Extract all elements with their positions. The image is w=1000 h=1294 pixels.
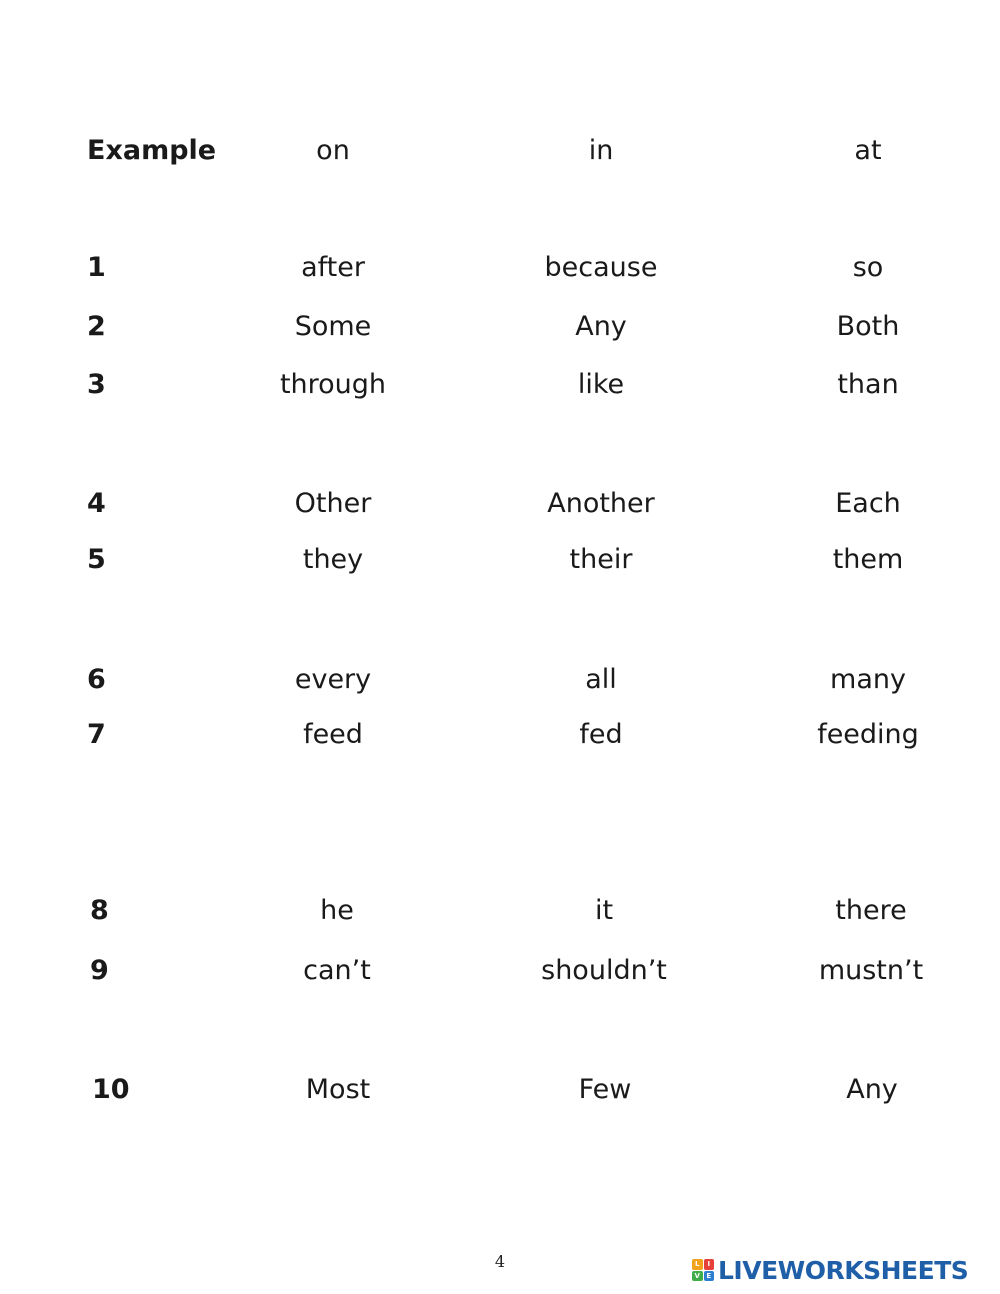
option-3[interactable]: so — [852, 252, 884, 283]
option-3[interactable]: Any — [846, 1074, 898, 1105]
row-label: 5 — [87, 544, 106, 575]
option-1[interactable]: through — [279, 369, 387, 400]
option-2[interactable]: fed — [579, 719, 623, 750]
option-3[interactable]: mustn’t — [818, 955, 924, 986]
option-1[interactable]: on — [316, 135, 350, 166]
option-1[interactable]: can’t — [303, 955, 371, 986]
question-row-10 — [0, 1070, 1000, 1110]
option-1[interactable]: feed — [303, 719, 363, 750]
question-row-9 — [0, 951, 1000, 991]
option-2[interactable]: Few — [578, 1074, 632, 1105]
page-number: 4 — [494, 1252, 506, 1271]
option-2[interactable]: their — [569, 544, 633, 575]
logo-tile: V — [692, 1271, 703, 1282]
row-label: 10 — [92, 1074, 130, 1105]
question-row-6 — [0, 660, 1000, 700]
row-label: 6 — [87, 664, 106, 695]
liveworksheets-logo[interactable] — [692, 1254, 968, 1286]
option-3[interactable]: at — [854, 135, 882, 166]
option-2[interactable]: in — [588, 135, 614, 166]
row-label: 2 — [87, 311, 106, 342]
option-2[interactable]: it — [594, 895, 614, 926]
brand-name: LIVEWORKSHEETS — [718, 1255, 969, 1285]
option-1[interactable]: Other — [294, 488, 372, 519]
question-row-1 — [0, 248, 1000, 288]
question-row-7 — [0, 715, 1000, 755]
logo-tile: E — [704, 1271, 715, 1282]
option-2[interactable]: like — [577, 369, 625, 400]
option-2[interactable]: Any — [575, 311, 627, 342]
liveworksheets-icon — [692, 1259, 714, 1281]
row-label: 8 — [90, 895, 109, 926]
option-2[interactable]: all — [585, 664, 617, 695]
row-label: 4 — [87, 488, 106, 519]
option-3[interactable]: Both — [836, 311, 900, 342]
question-row-5 — [0, 540, 1000, 580]
option-1[interactable]: he — [320, 895, 354, 926]
option-3[interactable]: than — [837, 369, 899, 400]
logo-tile: I — [704, 1259, 715, 1270]
option-1[interactable]: Most — [305, 1074, 371, 1105]
option-3[interactable]: many — [830, 664, 906, 695]
option-3[interactable]: there — [835, 895, 907, 926]
question-row-3 — [0, 365, 1000, 405]
option-1[interactable]: Some — [294, 311, 372, 342]
row-label: 9 — [90, 955, 109, 986]
option-2[interactable]: because — [544, 252, 658, 283]
option-3[interactable]: feeding — [817, 719, 919, 750]
logo-tile: L — [692, 1259, 703, 1270]
question-row-2 — [0, 307, 1000, 347]
row-label: Example — [87, 135, 217, 166]
row-label: 7 — [87, 719, 106, 750]
example-row — [0, 131, 1000, 171]
option-1[interactable]: every — [294, 664, 372, 695]
row-label: 1 — [87, 252, 106, 283]
option-1[interactable]: they — [302, 544, 364, 575]
option-3[interactable]: them — [832, 544, 904, 575]
row-label: 3 — [87, 369, 106, 400]
option-2[interactable]: Another — [547, 488, 655, 519]
option-1[interactable]: after — [301, 252, 365, 283]
question-row-4 — [0, 484, 1000, 524]
question-row-8 — [0, 891, 1000, 931]
option-2[interactable]: shouldn’t — [541, 955, 667, 986]
option-3[interactable]: Each — [835, 488, 901, 519]
